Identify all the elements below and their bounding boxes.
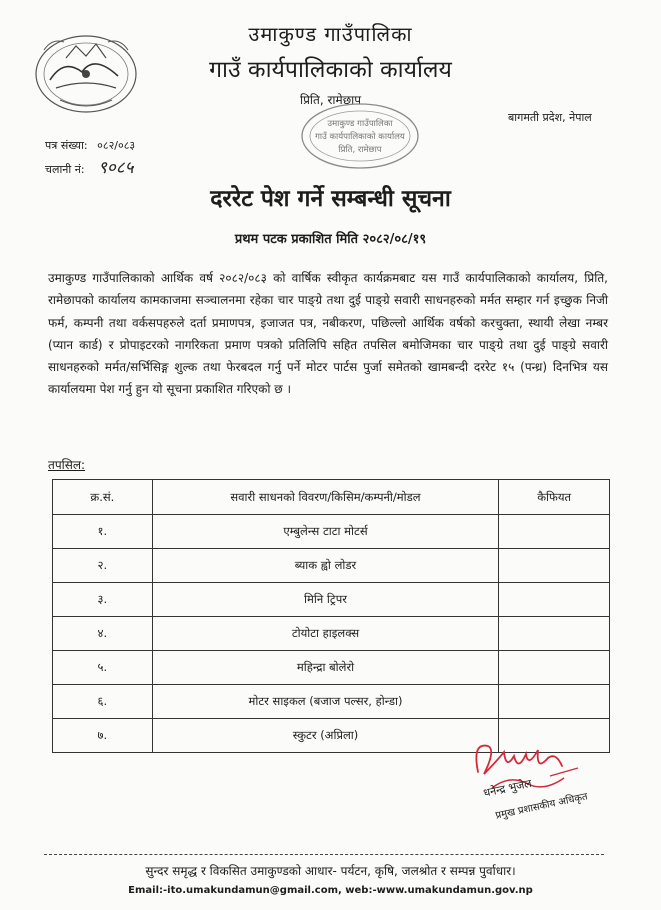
row-sn: ५.: [53, 651, 153, 685]
header-remark: कैफियत: [499, 480, 610, 515]
row-remark: [499, 685, 610, 719]
row-description: टोयोटा हाइलक्स: [152, 617, 499, 651]
tapsil-label: तपसिल:: [48, 458, 86, 472]
footer-tagline: सुन्दर समृद्ध र विकसित उमाकुण्डको आधार- पर्यटन, कृषि, जलश्रोत र सम्पन्न पुर्वाधार।: [145, 864, 516, 878]
header-sn: क्र.सं.: [53, 480, 153, 515]
chalani-label: चलानी नं:: [45, 163, 85, 176]
row-description: स्कुटर (अप्रिला): [152, 719, 499, 753]
table-row: [53, 515, 610, 549]
row-remark: [499, 583, 610, 617]
notice-title: दररेट पेश गर्ने सम्बन्धी सूचना: [210, 186, 451, 212]
row-sn: १.: [53, 515, 153, 549]
row-sn: ६.: [53, 685, 153, 719]
row-sn: ७.: [53, 719, 153, 753]
row-remark: [499, 515, 610, 549]
table-row: [53, 651, 610, 685]
row-remark: [499, 549, 610, 583]
footer-divider: [44, 854, 604, 855]
row-description: महिन्द्रा बोलेरो: [152, 651, 499, 685]
table-row: [53, 583, 610, 617]
row-description: एम्बुलेन्स टाटा मोटर्स: [152, 515, 499, 549]
signatory-title: प्रमुख प्रशासकीय अधिकृत: [494, 791, 589, 822]
table-header-row: [53, 480, 610, 515]
municipality-name: उमाकुण्ड गाउँपालिका: [248, 22, 413, 46]
row-description: मिनि ट्रिपर: [152, 583, 499, 617]
row-remark: [499, 617, 610, 651]
office-stamp-icon: [296, 100, 424, 172]
vehicle-table: [52, 479, 610, 753]
notice-body: उमाकुण्ड गाउँपालिकाको आर्थिक वर्ष २०८२/०८३ को वार्षिक स्वीकृत कार्यक्रमबाट यस गाउँ कार्यपालिकाको कार्यालय, प्रिति, रामेछापको कार्यालय कामकाजमा सञ्चालनमा रहेका चार पाङ्ग्रे तथा दुई पाङ्ग्रे सवारी साधनहरुको मर्मत सम्हार गर्न इच्छुक निजी फर्म, कम्पनी तथा वर्कसपहरुले दर्ता प्रमाणपत्र, इजाजत पत्र, नबीकरण, पछिल्लो आर्थिक वर्षको करचुक्ता, स्थायी लेखा नम्बर (प्यान कार्ड) र प्रोपाइटरको नागरिकता प्रमाण पत्रको प्रतिलिपि सहित तपसिल बमोजिमका चार पाङ्ग्रे तथा दुई पाङ्ग्रे सवारी साधनहरुको मर्मत/सर्भिसिङ्ग शुल्क तथा फेरबदल गर्नु पर्ने मोटर पार्टस पुर्जा समेतको खामबन्दी दररेट १५ (पन्ध्र) दिनभित्र यस कार्यालयमा पेश गर्नु हुन यो सूचना प्रकाशित गरिएको छ ।: [48, 271, 608, 397]
row-sn: ३.: [53, 583, 153, 617]
row-description: मोटर साइकल (बजाज पल्सर, होन्डा): [152, 685, 499, 719]
table-row: [53, 685, 610, 719]
notice-subtitle: प्रथम पटक प्रकाशित मिति २०८२/०८/१९: [234, 232, 427, 247]
table-row: [53, 617, 610, 651]
header-description: सवारी साधनको विवरण/किसिम/कम्पनी/मोडल: [152, 480, 499, 515]
province-label: बागमती प्रदेश, नेपाल: [508, 111, 592, 124]
patra-sankhya: [45, 138, 135, 153]
footer-contact: Email:-ito.umakundamun@gmail.com, web:-www.umakundamun.gov.np: [128, 885, 533, 896]
row-sn: २.: [53, 549, 153, 583]
office-name: गाउँ कार्यपालिकाको कार्यालय: [209, 57, 452, 83]
chalani-number: [45, 155, 133, 178]
stamp-line1: उमाकुण्ड गाउँपालिका: [327, 119, 393, 129]
row-remark: [499, 651, 610, 685]
chalani-value: ९०८५: [98, 158, 134, 178]
signatory-name: धनेन्द्र भुजेल: [482, 776, 533, 800]
row-sn: ४.: [53, 617, 153, 651]
stamp-line3: प्रिति, रामेछाप: [338, 145, 382, 155]
stamp-line2: गाउँ कार्यपालिकाको कार्यालय: [315, 132, 405, 142]
row-description: ब्याक ह्वो लोडर: [152, 549, 499, 583]
patra-label: पत्र संख्या:: [45, 139, 88, 152]
office-location: प्रिति, रामेछाप: [300, 93, 362, 107]
patra-value: ०८२/०८३: [97, 139, 136, 152]
table-row: [53, 549, 610, 583]
